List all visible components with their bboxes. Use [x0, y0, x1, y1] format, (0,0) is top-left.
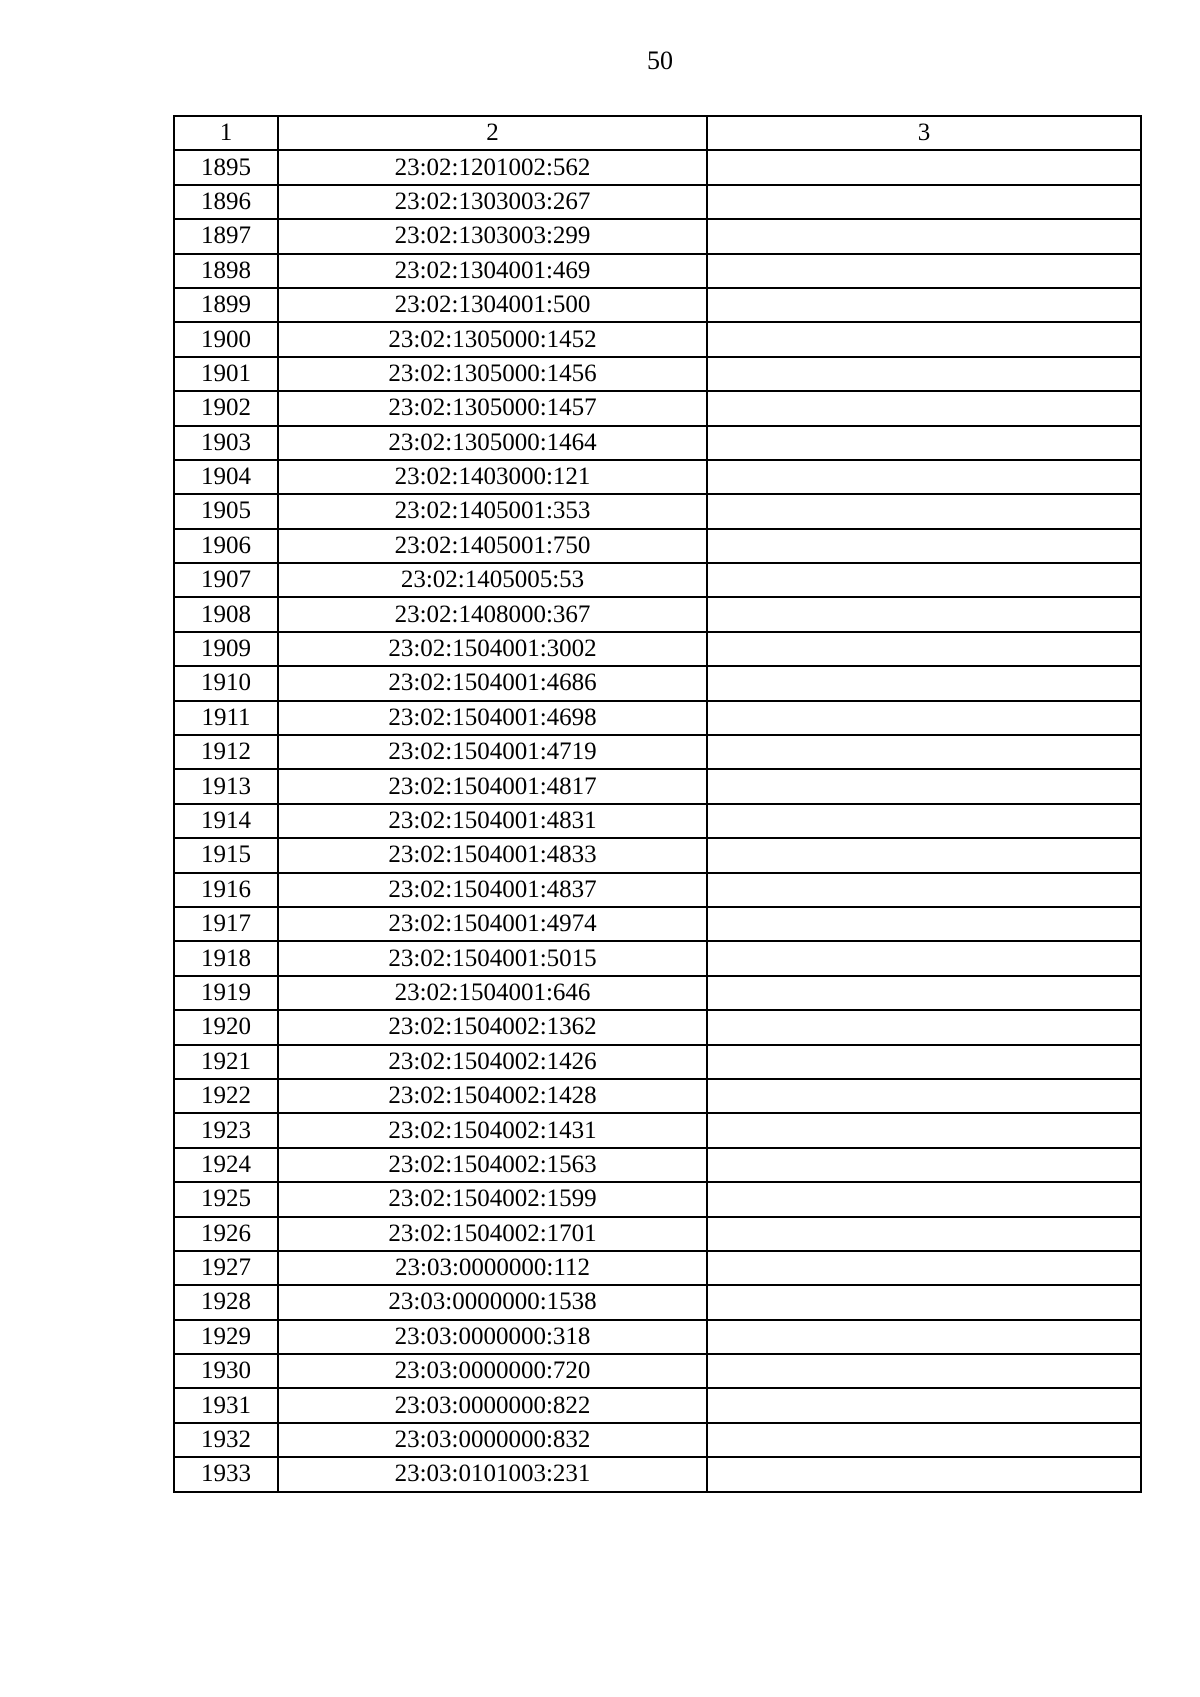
table-row [174, 838, 1141, 872]
table-row [174, 426, 1141, 460]
cadastral-number-cell: 23:02:1304001:500 [278, 288, 707, 322]
row-number-cell: 1933 [174, 1457, 278, 1491]
cadastral-number-cell: 23:02:1304001:469 [278, 254, 707, 288]
cadastral-number-cell: 23:02:1303003:299 [278, 219, 707, 253]
row-number-cell: 1928 [174, 1285, 278, 1319]
cadastral-number-cell: 23:02:1504001:4974 [278, 907, 707, 941]
note-cell [707, 976, 1141, 1010]
table-row [174, 1285, 1141, 1319]
row-number-cell: 1917 [174, 907, 278, 941]
header-col-3: 3 [707, 116, 1141, 150]
table-row [174, 150, 1141, 184]
row-number-cell: 1911 [174, 701, 278, 735]
note-cell [707, 1285, 1141, 1319]
cadastral-number-cell: 23:02:1504001:4686 [278, 666, 707, 700]
row-number-cell: 1932 [174, 1423, 278, 1457]
cadastral-number-cell: 23:02:1504001:3002 [278, 632, 707, 666]
cadastral-number-cell: 23:02:1303003:267 [278, 185, 707, 219]
cadastral-number-cell: 23:02:1504002:1599 [278, 1182, 707, 1216]
table-row [174, 357, 1141, 391]
header-col-2: 2 [278, 116, 707, 150]
note-cell [707, 254, 1141, 288]
row-number-cell: 1895 [174, 150, 278, 184]
note-cell [707, 873, 1141, 907]
cadastral-number-cell: 23:02:1504001:4719 [278, 735, 707, 769]
row-number-cell: 1923 [174, 1113, 278, 1147]
table-row [174, 632, 1141, 666]
row-number-cell: 1931 [174, 1388, 278, 1422]
note-cell [707, 735, 1141, 769]
cadastral-number-cell: 23:02:1408000:367 [278, 597, 707, 631]
table-row [174, 185, 1141, 219]
cadastral-number-cell: 23:02:1504001:4698 [278, 701, 707, 735]
cadastral-number-cell: 23:02:1405005:53 [278, 563, 707, 597]
note-cell [707, 563, 1141, 597]
row-number-cell: 1927 [174, 1251, 278, 1285]
cadastral-number-cell: 23:02:1504002:1563 [278, 1148, 707, 1182]
table-row [174, 873, 1141, 907]
page-number: 50 [647, 46, 673, 75]
note-cell [707, 701, 1141, 735]
table-row [174, 1182, 1141, 1216]
row-number-cell: 1902 [174, 391, 278, 425]
table-row [174, 1354, 1141, 1388]
note-cell [707, 1217, 1141, 1251]
table-row [174, 597, 1141, 631]
cadastral-number-cell: 23:03:0000000:832 [278, 1423, 707, 1457]
table-row [174, 1457, 1141, 1491]
table-row [174, 494, 1141, 528]
table-row [174, 666, 1141, 700]
cadastral-number-cell: 23:02:1504001:4833 [278, 838, 707, 872]
cadastral-number-cell: 23:02:1305000:1456 [278, 357, 707, 391]
table-row [174, 701, 1141, 735]
table-row [174, 907, 1141, 941]
table-row [174, 735, 1141, 769]
row-number-cell: 1909 [174, 632, 278, 666]
row-number-cell: 1898 [174, 254, 278, 288]
cadastral-number-cell: 23:02:1405001:750 [278, 529, 707, 563]
table-row [174, 219, 1141, 253]
row-number-cell: 1918 [174, 941, 278, 975]
cadastral-number-cell: 23:02:1305000:1464 [278, 426, 707, 460]
table-row [174, 941, 1141, 975]
row-number-cell: 1926 [174, 1217, 278, 1251]
row-number-cell: 1907 [174, 563, 278, 597]
note-cell [707, 1354, 1141, 1388]
note-cell [707, 150, 1141, 184]
row-number-cell: 1908 [174, 597, 278, 631]
note-cell [707, 219, 1141, 253]
note-cell [707, 1113, 1141, 1147]
cadastral-number-cell: 23:02:1504002:1428 [278, 1079, 707, 1113]
table-row [174, 1079, 1141, 1113]
cadastral-number-cell: 23:02:1504001:4831 [278, 804, 707, 838]
row-number-cell: 1913 [174, 769, 278, 803]
note-cell [707, 357, 1141, 391]
note-cell [707, 1320, 1141, 1354]
cadastral-number-cell: 23:02:1504001:5015 [278, 941, 707, 975]
cadastral-number-cell: 23:02:1504002:1701 [278, 1217, 707, 1251]
cadastral-number-cell: 23:02:1504002:1431 [278, 1113, 707, 1147]
cadastral-number-cell: 23:03:0000000:112 [278, 1251, 707, 1285]
row-number-cell: 1919 [174, 976, 278, 1010]
table-row [174, 391, 1141, 425]
note-cell [707, 529, 1141, 563]
note-cell [707, 597, 1141, 631]
row-number-cell: 1924 [174, 1148, 278, 1182]
table-header [174, 116, 1141, 150]
cadastral-number-cell: 23:02:1504002:1426 [278, 1045, 707, 1079]
table-row [174, 1113, 1141, 1147]
row-number-cell: 1922 [174, 1079, 278, 1113]
row-number-cell: 1901 [174, 357, 278, 391]
table-row [174, 254, 1141, 288]
table-row [174, 529, 1141, 563]
note-cell [707, 907, 1141, 941]
table-row [174, 1148, 1141, 1182]
cadastral-number-cell: 23:02:1504001:646 [278, 976, 707, 1010]
table-row [174, 1388, 1141, 1422]
table-row [174, 563, 1141, 597]
note-cell [707, 322, 1141, 356]
row-number-cell: 1897 [174, 219, 278, 253]
note-cell [707, 1182, 1141, 1216]
row-number-cell: 1905 [174, 494, 278, 528]
table-row [174, 322, 1141, 356]
cadastral-number-cell: 23:03:0000000:822 [278, 1388, 707, 1422]
header-row [174, 116, 1141, 150]
note-cell [707, 804, 1141, 838]
note-cell [707, 1388, 1141, 1422]
header-col-1: 1 [174, 116, 278, 150]
row-number-cell: 1916 [174, 873, 278, 907]
cadastral-number-cell: 23:02:1504001:4817 [278, 769, 707, 803]
note-cell [707, 426, 1141, 460]
row-number-cell: 1914 [174, 804, 278, 838]
cadastral-number-cell: 23:02:1305000:1457 [278, 391, 707, 425]
row-number-cell: 1920 [174, 1010, 278, 1044]
note-cell [707, 494, 1141, 528]
cadastral-number-cell: 23:02:1201002:562 [278, 150, 707, 184]
cadastral-number-cell: 23:02:1504001:4837 [278, 873, 707, 907]
row-number-cell: 1912 [174, 735, 278, 769]
table-row [174, 769, 1141, 803]
row-number-cell: 1903 [174, 426, 278, 460]
note-cell [707, 941, 1141, 975]
row-number-cell: 1906 [174, 529, 278, 563]
note-cell [707, 838, 1141, 872]
note-cell [707, 1148, 1141, 1182]
cadastral-number-cell: 23:03:0000000:720 [278, 1354, 707, 1388]
row-number-cell: 1900 [174, 322, 278, 356]
table-row [174, 1217, 1141, 1251]
table-row [174, 288, 1141, 322]
row-number-cell: 1904 [174, 460, 278, 494]
row-number-cell: 1930 [174, 1354, 278, 1388]
note-cell [707, 1251, 1141, 1285]
note-cell [707, 1010, 1141, 1044]
registry-table [173, 115, 1142, 1493]
cadastral-number-cell: 23:02:1504002:1362 [278, 1010, 707, 1044]
table-row [174, 804, 1141, 838]
table-row [174, 1320, 1141, 1354]
row-number-cell: 1896 [174, 185, 278, 219]
cadastral-number-cell: 23:02:1305000:1452 [278, 322, 707, 356]
note-cell [707, 666, 1141, 700]
table-row [174, 1251, 1141, 1285]
row-number-cell: 1910 [174, 666, 278, 700]
table-row [174, 1010, 1141, 1044]
table-row [174, 460, 1141, 494]
row-number-cell: 1921 [174, 1045, 278, 1079]
row-number-cell: 1915 [174, 838, 278, 872]
note-cell [707, 288, 1141, 322]
table-body [174, 150, 1141, 1491]
note-cell [707, 1045, 1141, 1079]
table-row [174, 1423, 1141, 1457]
cadastral-number-cell: 23:02:1405001:353 [278, 494, 707, 528]
note-cell [707, 1457, 1141, 1491]
cadastral-number-cell: 23:03:0000000:1538 [278, 1285, 707, 1319]
table-row [174, 1045, 1141, 1079]
note-cell [707, 185, 1141, 219]
row-number-cell: 1925 [174, 1182, 278, 1216]
row-number-cell: 1929 [174, 1320, 278, 1354]
cadastral-number-cell: 23:03:0101003:231 [278, 1457, 707, 1491]
note-cell [707, 632, 1141, 666]
note-cell [707, 1079, 1141, 1113]
note-cell [707, 460, 1141, 494]
note-cell [707, 769, 1141, 803]
note-cell [707, 1423, 1141, 1457]
note-cell [707, 391, 1141, 425]
cadastral-number-cell: 23:02:1403000:121 [278, 460, 707, 494]
table-row [174, 976, 1141, 1010]
row-number-cell: 1899 [174, 288, 278, 322]
cadastral-number-cell: 23:03:0000000:318 [278, 1320, 707, 1354]
